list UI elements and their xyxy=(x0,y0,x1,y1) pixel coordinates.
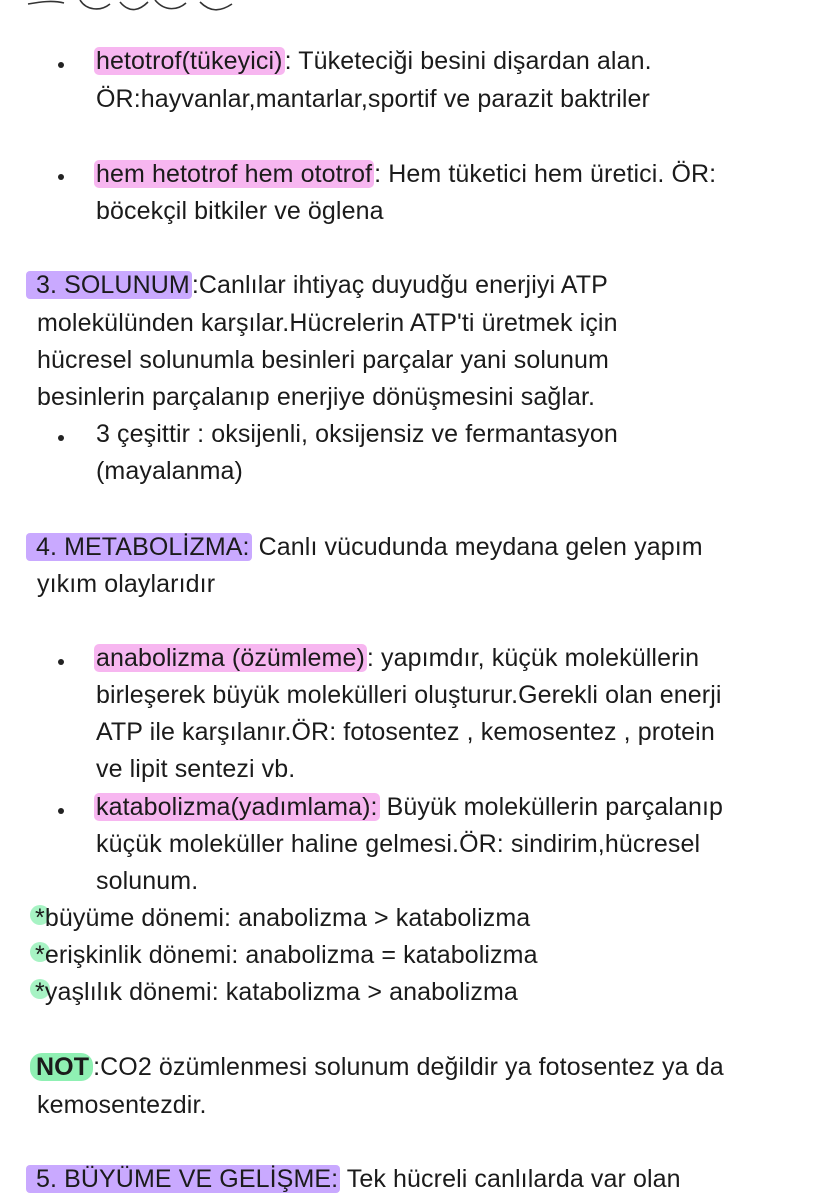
bullet-dot xyxy=(58,435,64,441)
bullet-hetotrof-line2: ÖR:hayvanlar,mantarlar,sportif ve parazit baktriler xyxy=(96,85,650,113)
term-hem-hetotrof: hem hetotrof hem ototrof xyxy=(96,160,373,188)
section3-line3: hücresel solunumla besinleri parçalar yani solunum xyxy=(37,346,609,374)
section3-line1: 3. SOLUNUM:Canlılar ihtiyaç duyudğu enerjiyi ATP xyxy=(26,270,608,300)
katabolizma-line3: solunum. xyxy=(96,867,199,895)
anabolizma-line1: anabolizma (özümleme): yapımdır, küçük moleküllerin xyxy=(96,644,700,672)
bullet-dot xyxy=(58,174,64,180)
section3-bullet-line1: 3 çeşittir : oksijenli, oksijensiz ve fermantasyon xyxy=(96,420,618,448)
note-line2: kemosentezdir. xyxy=(37,1091,207,1119)
bullet-dot xyxy=(58,808,64,814)
star-line-eriskinlik: *erişkinlik dönemi: anabolizma = katabolizma xyxy=(35,941,538,969)
section5-line1: 5. BÜYÜME VE GELİŞME: Tek hücreli canlılarda var olan xyxy=(26,1164,681,1194)
anabolizma-line3: ATP ile karşılanır.ÖR: fotosentez , kemosentez , protein xyxy=(96,718,715,746)
handwritten-scribble xyxy=(0,0,260,20)
note-label: NOT xyxy=(30,1053,93,1081)
note-line1: NOT :CO2 özümlenmesi solunum değildir ya fotosentez ya da xyxy=(30,1052,724,1082)
term-katabolizma: katabolizma(yadımlama): xyxy=(96,793,378,821)
term-hetotrof: hetotrof(tükeyici) xyxy=(96,47,283,75)
bullet-hetotrof-line1: hetotrof(tükeyici): Tüketeciği besini dişardan alan. xyxy=(96,47,652,75)
katabolizma-line2: küçük moleküller haline gelmesi.ÖR: sindirim,hücresel xyxy=(96,830,701,858)
section3-line4: besinlerin parçalanıp enerjiye dönüşmesini sağlar. xyxy=(37,383,596,411)
section4-line2: yıkım olaylarıdır xyxy=(37,570,216,598)
section4-heading: 4. METABOLİZMA: xyxy=(26,533,252,561)
section5-heading: 5. BÜYÜME VE GELİŞME: xyxy=(26,1165,340,1193)
anabolizma-line4: ve lipit sentezi vb. xyxy=(96,755,296,783)
bullet-dot xyxy=(58,62,64,68)
bullet-hem-line1: hem hetotrof hem ototrof: Hem tüketici hem üretici. ÖR: xyxy=(96,160,717,188)
bullet-hem-line2: böcekçil bitkiler ve öglena xyxy=(96,197,384,225)
section3-bullet-line2: (mayalanma) xyxy=(96,457,243,485)
bullet-dot xyxy=(58,659,64,665)
anabolizma-line2: birleşerek büyük molekülleri oluşturur.Gerekli olan enerji xyxy=(96,681,722,709)
section3-line2: molekülünden karşılar.Hücrelerin ATP'ti üretmek için xyxy=(37,309,618,337)
star-line-yaslilik: *yaşlılık dönemi: katabolizma > anabolizma xyxy=(35,978,518,1006)
section3-heading: 3. SOLUNUM xyxy=(26,271,192,299)
star-line-buyume: *büyüme dönemi: anabolizma > katabolizma xyxy=(35,904,531,932)
section4-line1: 4. METABOLİZMA: Canlı vücudunda meydana gelen yapım xyxy=(26,532,703,562)
term-anabolizma: anabolizma (özümleme) xyxy=(96,644,365,672)
katabolizma-line1: katabolizma(yadımlama): Büyük moleküllerin parçalanıp xyxy=(96,793,724,821)
